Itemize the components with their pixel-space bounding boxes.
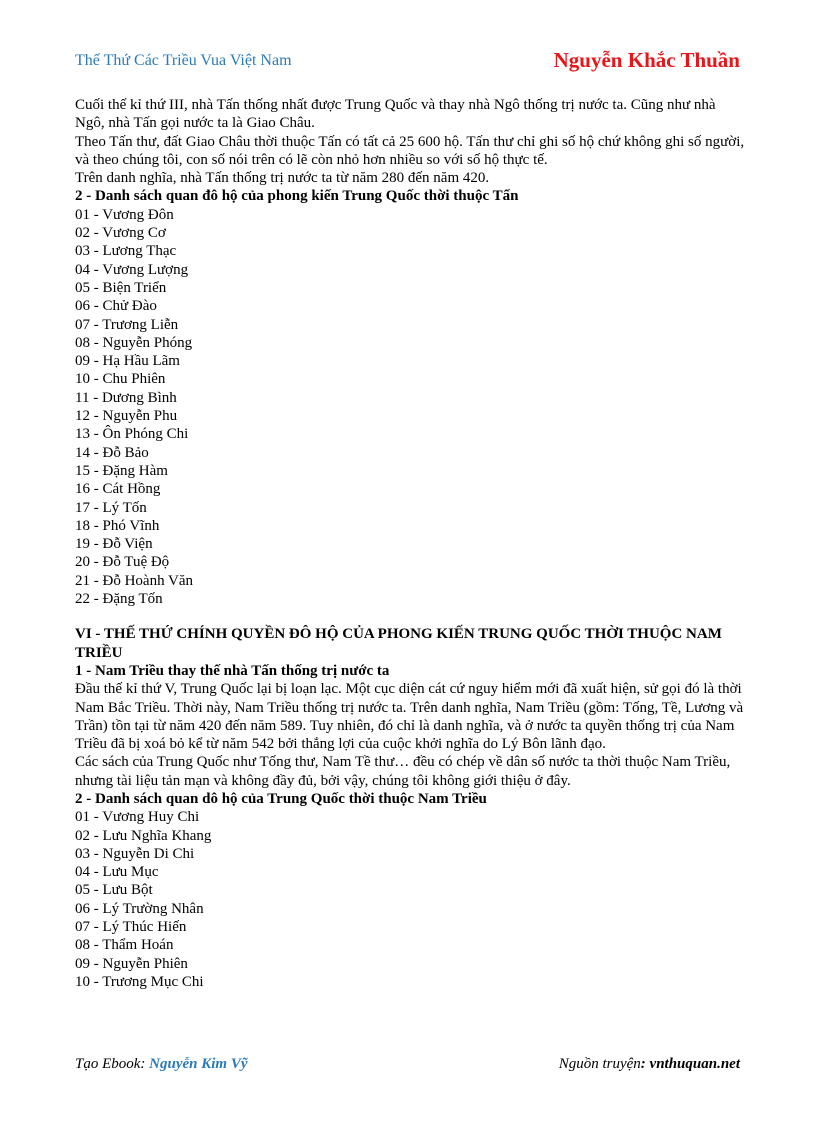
list-item: 08 - Thẩm Hoán [75,937,174,954]
list-item: 19 - Đỗ Viện [75,536,153,553]
paragraph: Theo Tấn thư, đất Giao Châu thời thuộc Tấn có tất cả 25 600 hộ. Tấn thư chỉ ghi số hộ chứ không ghi số người, và theo chúng tôi, con số nói trên có lẽ còn nhỏ hơn nhiều so với số hộ thực tế. [75,133,745,168]
list-item: 04 - Lưu Mục [75,864,159,881]
official-list-nam-trieu [75,808,747,991]
source-site-link[interactable]: vnthuquan.net [649,1056,740,1072]
list-heading: 2 - Danh sách quan đô hộ của phong kiến Trung Quốc thời thuộc Tấn [75,188,519,205]
page-content [75,96,747,991]
list-item: 09 - Hạ Hầu Lãm [75,353,180,370]
list-item: 01 - Vương Đôn [75,206,174,223]
list-item: 12 - Nguyễn Phu [75,408,178,425]
footer-ebook-credit [75,1056,248,1073]
list-item: 14 - Đỗ Bảo [75,444,149,461]
list-item: 20 - Đỗ Tuệ Độ [75,554,170,571]
author-name: Nguyễn Khắc Thuần [553,48,740,72]
ebook-creator: Nguyễn Kim Vỹ [149,1056,248,1072]
list-item: 04 - Vương Lượng [75,261,189,278]
list-item: 06 - Lý Trường Nhân [75,900,204,917]
list-item: 03 - Lương Thạc [75,243,177,260]
ebook-sep: : [140,1056,150,1072]
list-item: 16 - Cát Hồng [75,481,161,498]
list-item: 21 - Đỗ Hoành Văn [75,572,194,589]
section-heading: VI - THẾ THỨ CHÍNH QUYỀN ĐÔ HỘ CỦA PHONG KIẾN TRUNG QUỐC THỜI THUỘC NAM TRIỀU [75,626,722,661]
list-item: 07 - Lý Thúc Hiến [75,919,187,936]
list-item: 10 - Chu Phiên [75,371,166,388]
official-list-tan [75,206,747,609]
list-item: 06 - Chử Đào [75,298,157,315]
list-item: 10 - Trương Mục Chi [75,973,204,990]
subsection-heading: 1 - Nam Triều thay thế nhà Tấn thống trị nước ta [75,662,390,679]
document-title: Thế Thứ Các Triều Vua Việt Nam [75,52,292,69]
list-item: 05 - Lưu Bột [75,882,153,899]
list-item: 15 - Đặng Hàm [75,462,168,479]
list-item: 08 - Nguyễn Phóng [75,334,193,351]
list-item: 03 - Nguyễn Di Chi [75,845,195,862]
list-item: 17 - Lý Tốn [75,499,147,516]
spacer [75,608,747,625]
list-item: 05 - Biện Triển [75,279,167,296]
list-item: 22 - Đặng Tốn [75,591,163,608]
paragraph: Các sách của Trung Quốc như Tống thư, Nam Tề thư… đều có chép về dân số nước ta thời thuộc Nam Triều, nhưng tài liệu tản mạn và không đầy đủ, bởi vậy, chúng tôi không giới thiệu ở đây. [75,754,731,789]
paragraph: Cuối thế kỉ thứ III, nhà Tấn thống nhất được Trung Quốc và thay nhà Ngô thống trị nước ta. Cũng như nhà Ngô, nhà Tấn gọi nước ta là Giao Châu. [75,97,716,132]
list-item: 01 - Vương Huy Chi [75,809,200,826]
list-item: 07 - Trương Liễn [75,316,179,333]
source-label: Nguồn truyện [558,1056,641,1072]
list-item: 02 - Vương Cơ [75,225,166,242]
footer-source [559,1056,740,1073]
paragraph: Đầu thế kỉ thứ V, Trung Quốc lại bị loạn lạc. Một cục diện cát cứ nguy hiểm mới đã xuất hiện, sử gọi đó là thời Nam Bắc Triều. Thời này, Nam Triều thống trị nước ta. Trên danh nghĩa, Nam Triều (gồm: Tống, Tề, Lương và Trần) tồn tại từ năm 420 đến năm 589. Tuy nhiên, đó chỉ là danh nghĩa, và ở nước ta quyền thống trị của Nam Triều đã bị xoá bỏ kể từ năm 542 bởi thắng lợi của cuộc khởi nghĩa do Lý Bôn lãnh đạo. [75,681,744,753]
list-item: 11 - Dương Bình [75,389,177,406]
paragraph: Trên danh nghĩa, nhà Tấn thống trị nước ta từ năm 280 đến năm 420. [75,170,490,187]
list-heading: 2 - Danh sách quan dô hộ của Trung Quốc thời thuộc Nam Triều [75,790,487,807]
list-item: 02 - Lưu Nghĩa Khang [75,827,212,844]
list-item: 18 - Phó Vĩnh [75,517,160,534]
ebook-label: Tạo Ebook [75,1056,141,1072]
list-item: 13 - Ôn Phóng Chi [75,426,189,443]
source-sep: : [640,1056,650,1072]
list-item: 09 - Nguyễn Phiên [75,955,188,972]
